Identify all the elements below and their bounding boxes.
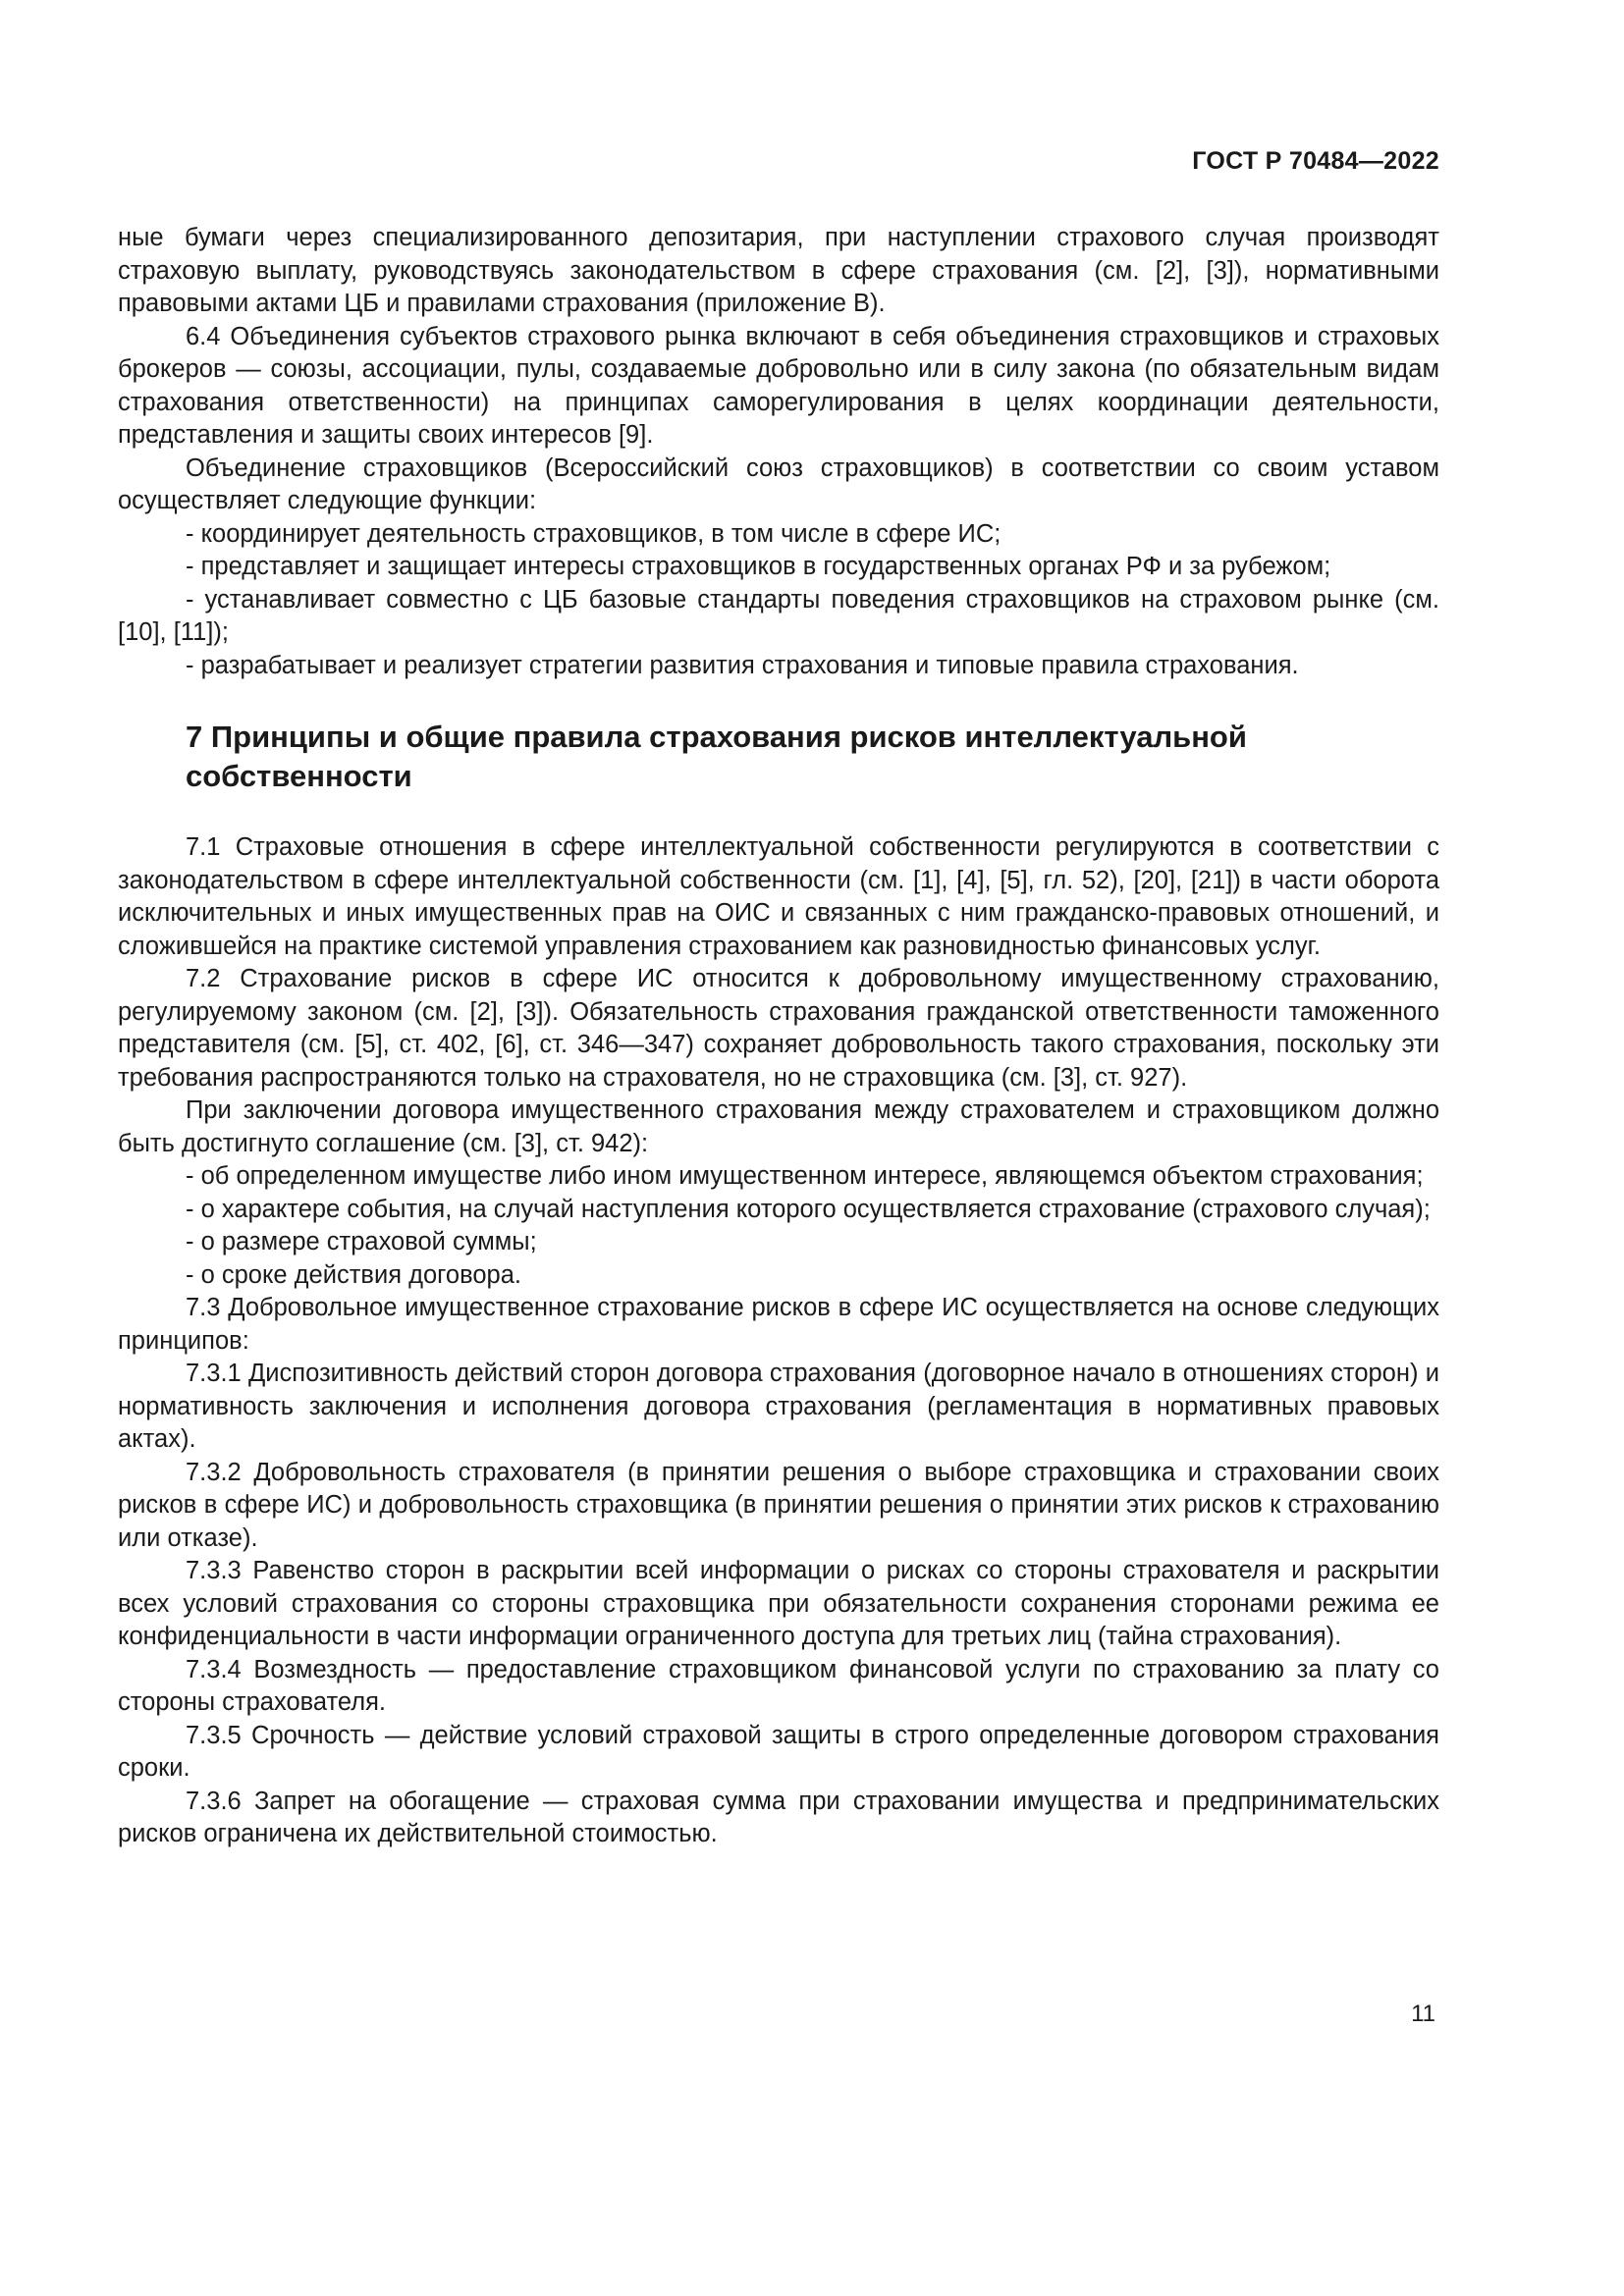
list-item: - о сроке действия договора. xyxy=(186,1260,521,1289)
list-item: - о характере события, на случай наступления которого осуществляется страхование (страхового случая); xyxy=(186,1195,1431,1223)
document-header: ГОСТ Р 70484—2022 xyxy=(1192,147,1439,175)
list-item: - об определенном имуществе либо ином имущественном интересе, являющемся объектом страхования; xyxy=(186,1162,1424,1190)
paragraph: 7.3.6 Запрет на обогащение — страховая сумма при страховании имущества и предпринимательских рисков ограничена их действительной стоимостью. xyxy=(118,1787,1439,1847)
paragraph: ные бумаги через специализированного депозитария, при наступлении страхового случая производят страховую выплату, руководствуясь законодательством в сфере страхования (см. [2], [3]), нормативными правовыми актами ЦБ и правилами страхования (приложение В). xyxy=(118,224,1439,317)
paragraph: 7.1 Страховые отношения в сфере интеллектуальной собственности регулируются в соответствии с законодательством в сфере интеллектуальной собственности (см. [1], [4], [5], гл. 52), [20], [21]) в части оборота исключительных и иных имущественных прав на ОИС и связанных с ним гражданско-правовых отношений, и сложившейся на практике системой управления страхованием как разновидностью финансовых услуг. xyxy=(118,833,1439,960)
list-item: - о размере страховой суммы; xyxy=(186,1228,537,1255)
document-body xyxy=(118,222,1439,1851)
paragraph: 7.2 Страхование рисков в сфере ИС относится к добровольному имущественному страхованию, регулируемому законом (см. [2], [3]). Обязательность страхования гражданской ответственности таможенного представителя (см. [5], ст. 402, [6], ст. 346—347) сохраняет добровольность такого страхования, поскольку эти требования распространяются только на страхователя, но не страховщика (см. [3], ст. 927). xyxy=(118,965,1439,1092)
paragraph: 7.3.1 Диспозитивность действий сторон договора страхования (договорное начало в отношениях сторон) и нормативность заключения и исполнения договора страхования (регламентация в нормативных правовых актах). xyxy=(118,1360,1439,1453)
paragraph: Объединение страховщиков (Всероссийский союз страховщиков) в соответствии со своим уставом осуществляет следующие функции: xyxy=(118,454,1439,514)
list-item: - представляет и защищает интересы страховщиков в государственных органах РФ и за рубежом; xyxy=(186,553,1331,580)
paragraph: 7.3.2 Добровольность страхователя (в принятии решения о выборе страховщика и страховании своих рисков в сфере ИС) и добровольность страховщика (в принятии решения о принятии этих рисков к страхованию или отказе). xyxy=(118,1458,1439,1552)
paragraph: При заключении договора имущественного страхования между страхователем и страховщиком должно быть достигнуто соглашение (см. [3], ст. 942): xyxy=(118,1096,1439,1157)
list-item: - устанавливает совместно с ЦБ базовые стандарты поведения страховщиков на страховом рынке (см. [10], [11]); xyxy=(118,585,1439,646)
paragraph: 7.3.4 Возмездность — предоставление страховщиком финансовой услуги по страхованию за плату со стороны страхователя. xyxy=(118,1655,1439,1716)
paragraph: 6.4 Объединения субъектов страхового рынка включают в себя объединения страховщиков и страховых брокеров — союзы, ассоциации, пулы, создаваемые добровольно или в силу закона (по обязательным видам страхования ответственности) на принципах саморегулирования в целях координации деятельности, представления и защиты своих интересов [9]. xyxy=(118,322,1439,449)
list-item: - разрабатывает и реализует стратегии развития страхования и типовые правила страхования. xyxy=(186,651,1299,679)
paragraph: 7.3 Добровольное имущественное страхование рисков в сфере ИС осуществляется на основе следующих принципов: xyxy=(118,1294,1439,1355)
page-number: 11 xyxy=(1411,2001,1435,2027)
section-heading: 7 Принципы и общие правила страхования рисков интеллектуальной собственности xyxy=(186,720,1247,793)
paragraph: 7.3.5 Срочность — действие условий страховой защиты в строго определенные договором страхования сроки. xyxy=(118,1721,1439,1782)
list-item: - координирует деятельность страховщиков, в том числе в сфере ИС; xyxy=(186,519,1001,548)
paragraph: 7.3.3 Равенство сторон в раскрытии всей информации о рисках со стороны страхователя и раскрытии всех условий страхования со стороны страховщика при обязательности сохранения сторонами режима ее конфиденциальности в части информации ограниченного доступа для третьих лиц (тайна страхования). xyxy=(118,1557,1439,1650)
